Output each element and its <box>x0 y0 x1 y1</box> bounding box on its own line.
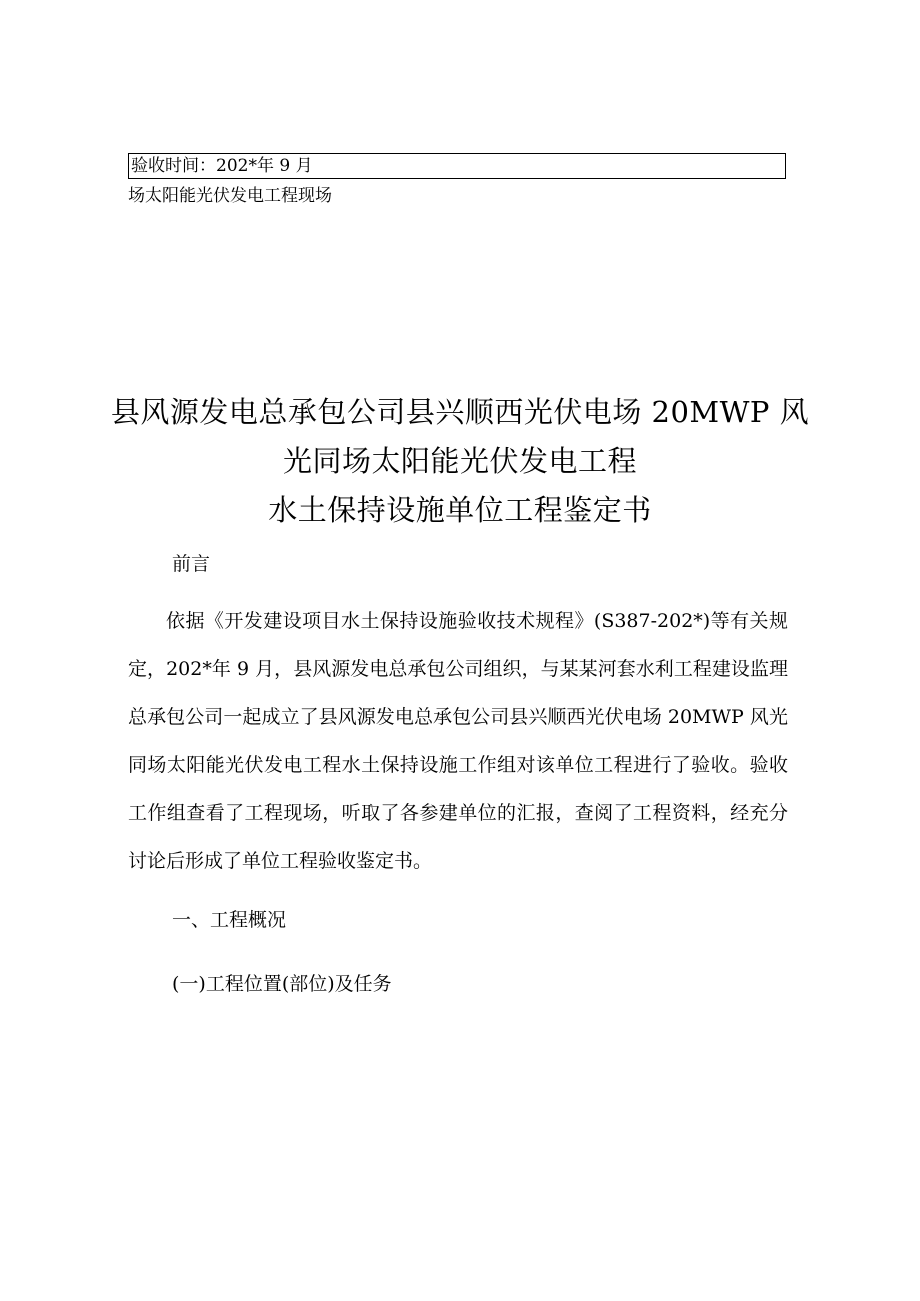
preface-heading: 前言 <box>172 553 211 575</box>
preface-paragraph: 依据《开发建设项目水土保持设施验收技术规程》(S387-202*)等有关规定，202*年 9 月，县风源发电总承包公司组织，与某某河套水利工程建设监理总承包公司一起成立了县风源发电总承包公司县兴顺西光伏电场 20MWP 风光同场太阳能光伏发电工程水土保持设施工作组对该单位工程进行了验收。验收工作组查看了工程现场，听取了各参建单位的汇报，查阅了工程资料，经充分讨论后形成了单位工程验收鉴定书。 <box>128 610 788 872</box>
document-title-line-3: 水土保持设施单位工程鉴定书 <box>268 493 652 527</box>
subsection-heading-location-task: (一)工程位置(部位)及任务 <box>172 973 392 995</box>
section-heading-project-overview: 一、工程概况 <box>172 909 287 931</box>
acceptance-time-box <box>128 153 786 179</box>
acceptance-time-text: 验收时间：202*年 9 月 <box>131 156 313 176</box>
document-title-line-2: 光同场太阳能光伏发电工程 <box>282 444 637 478</box>
document-title-line-1: 县风源发电总承包公司县兴顺西光伏电场 20MWP 风 <box>110 395 810 429</box>
project-site-subline: 场太阳能光伏发电工程现场 <box>128 186 332 206</box>
